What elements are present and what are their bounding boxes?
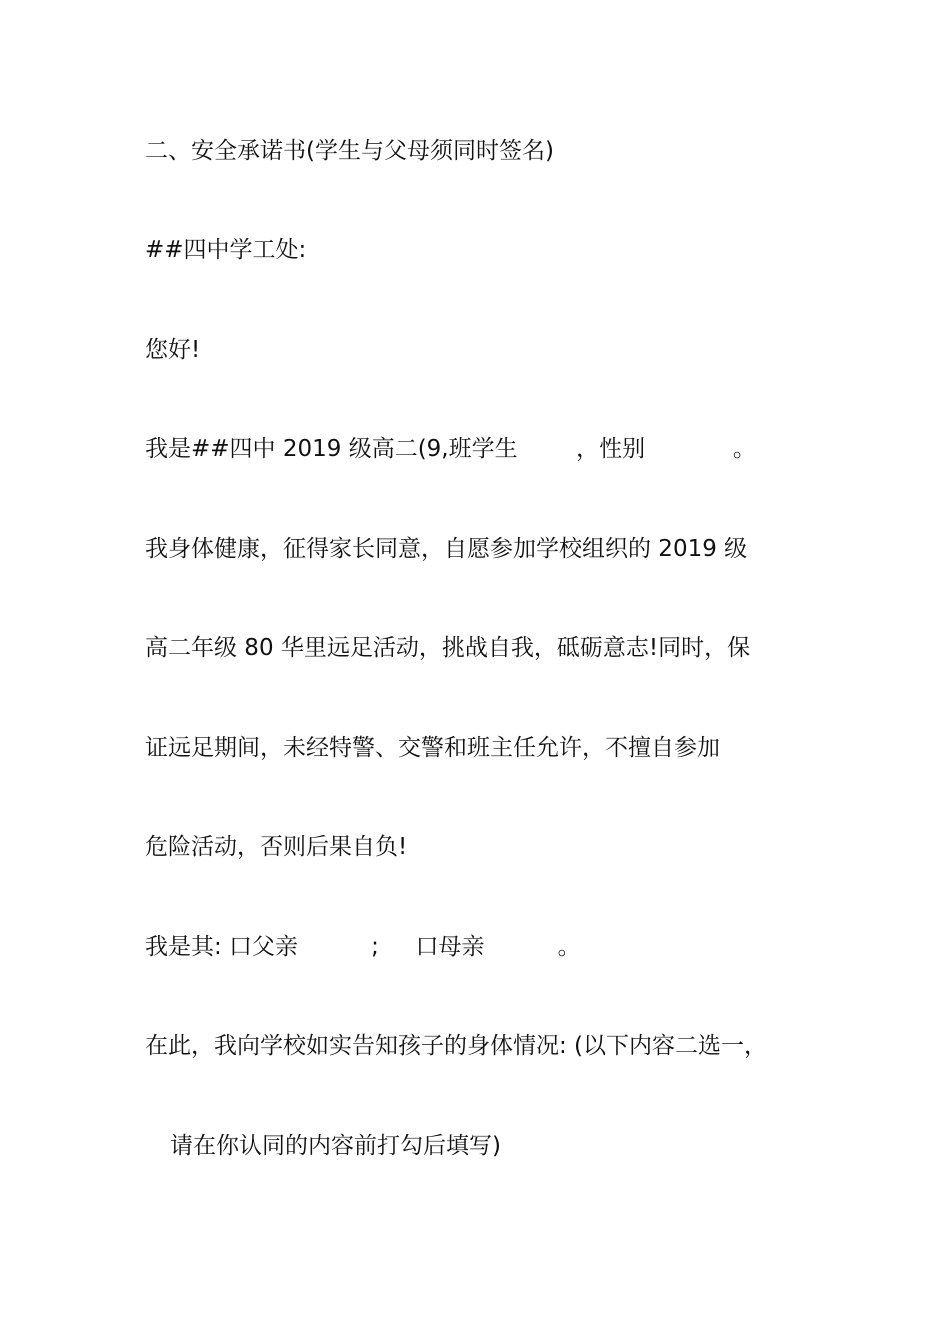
section-heading: 二、安全承诺书(学生与父母须同时签名) [145,138,554,164]
health-disclosure-line: 在此，我向学校如实告知孩子的身体情况: (以下内容二选一， [145,1033,768,1059]
body-line: 高二年级 80 华里远足活动，挑战自我，砥砺意志!同时，保 [145,635,751,661]
body-line: 证远足期间，未经特警、交警和班主任允许，不擅自参加 [145,735,720,761]
body-line: 我身体健康，征得家长同意，自愿参加学校组织的 2019 级 [145,536,748,562]
addressee-line: ##四中学工处: [145,237,307,263]
student-info-line: 我是##四中 2019 级高二(9,班学生 ，性别 。 [145,436,756,462]
greeting-line: 您好! [145,337,201,363]
guardian-relation-line: 我是其: 口父亲 ; 口母亲 。 [145,934,581,960]
body-line: 危险活动，否则后果自负! [145,834,408,860]
instruction-line: 请在你认同的内容前打勾后填写) [170,1133,501,1159]
